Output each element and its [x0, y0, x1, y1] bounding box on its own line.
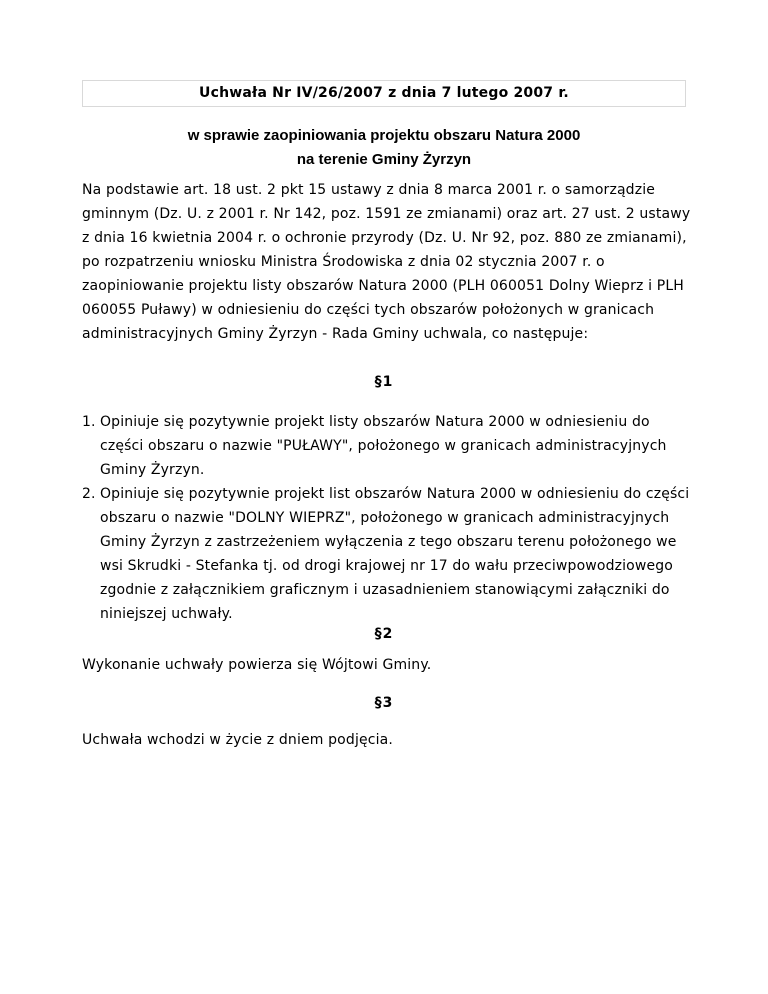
list-item-text: Opiniuje się pozytywnie projekt list obszarów Natura 2000 w odniesieniu do części obszaru o nazwie "DOLNY WIEPRZ", położonego w granicach administracyjnych Gminy Żyrzyn z zastrzeżeniem wyłączenia z tego obszaru terenu położonego we wsi Skrudki - Stefanka tj. od drogi krajowej nr 17 do wału przeciwpowodziowego zgodnie z załącznikiem graficznym i uzasadnieniem stanowiącymi załączniki do niniejszej uchwały. — [100, 486, 690, 622]
section-3-heading: §3 — [374, 695, 394, 711]
section-1-list — [82, 410, 694, 626]
list-item-text: Opiniuje się pozytywnie projekt listy obszarów Natura 2000 w odniesieniu do części obszaru o nazwie "PUŁAWY", położonego w granicach administracyjnych Gminy Żyrzyn. — [100, 414, 667, 478]
list-item — [82, 482, 694, 626]
section-1-heading: §1 — [374, 374, 394, 390]
list-item-number: 2. — [82, 486, 96, 502]
section-2-heading: §2 — [374, 626, 394, 642]
list-item-number: 1. — [82, 414, 96, 430]
subject-line-2: na terenie Gminy Żyrzyn — [296, 151, 472, 168]
preamble-paragraph: Na podstawie art. 18 ust. 2 pkt 15 ustawy z dnia 8 marca 2001 r. o samorządzie gminnym (Dz. U. z 2001 r. Nr 142, poz. 1591 ze zmianami) oraz art. 27 ust. 2 ustawy z dnia 16 kwietnia 2004 r. o ochronie przyrody (Dz. U. Nr 92, poz. 880 ze zmianami), po rozpatrzeniu wniosku Ministra Środowiska z dnia 02 stycznia 2007 r. o zaopiniowanie projektu listy obszarów Natura 2000 (PLH 060051 Dolny Wieprz i PLH 060055 Puławy) w odniesieniu do części tych obszarów położonych w granicach administracyjnych Gminy Żyrzyn - Rada Gminy uchwala, co następuje: — [82, 182, 691, 342]
subject-line-1: w sprawie zaopiniowania projektu obszaru Natura 2000 — [187, 127, 581, 144]
section-3-text: Uchwała wchodzi w życie z dniem podjęcia. — [82, 732, 393, 748]
list-item — [82, 410, 694, 482]
document-subject — [80, 124, 688, 172]
document-title: Uchwała Nr IV/26/2007 z dnia 7 lutego 2007 r. — [82, 80, 686, 107]
section-2-text: Wykonanie uchwały powierza się Wójtowi Gminy. — [82, 657, 432, 673]
